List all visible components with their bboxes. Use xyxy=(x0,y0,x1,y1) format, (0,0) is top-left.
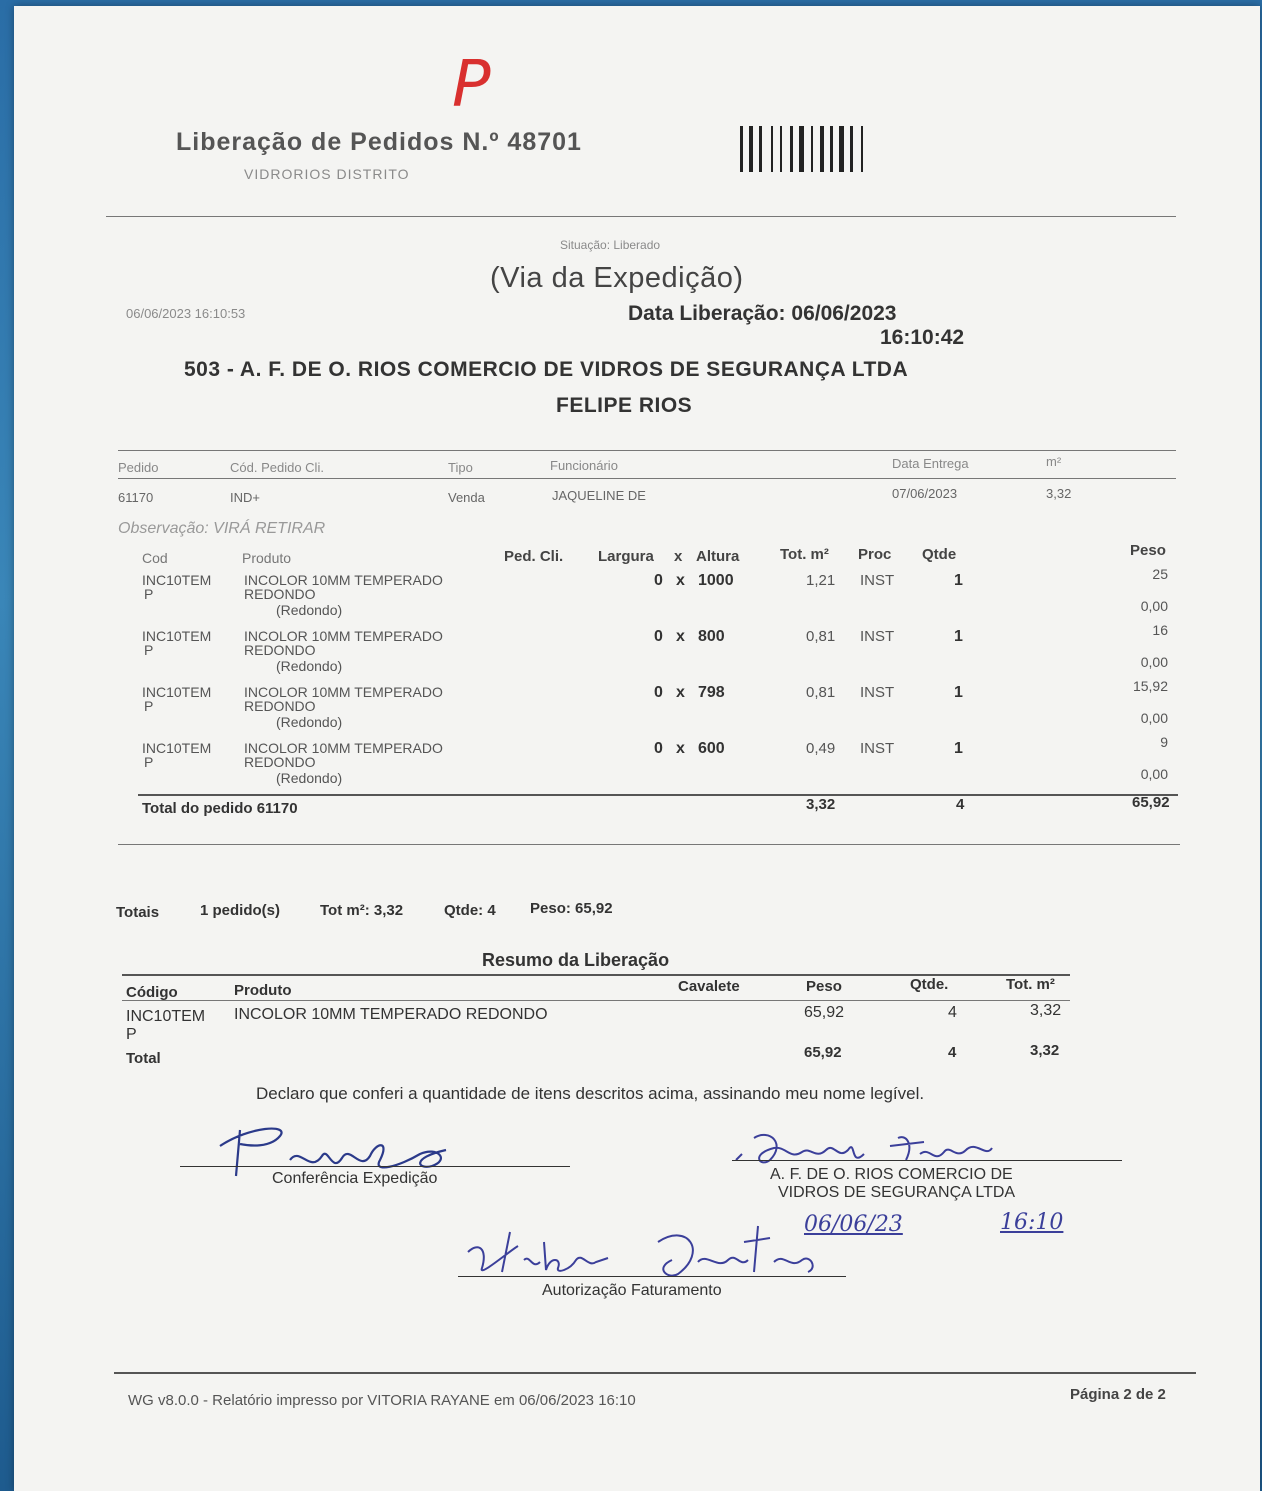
data-liberacao: Data Liberação: 06/06/2023 xyxy=(628,302,897,325)
resumo-header-line xyxy=(122,1000,1070,1001)
item-peso-2: 0,00 xyxy=(1140,710,1168,726)
item-peso-2: 0,00 xyxy=(1140,766,1168,782)
items-col-largura: Largura xyxy=(598,548,654,565)
items-col-produto: Produto xyxy=(242,550,292,566)
barcode-bar xyxy=(861,126,863,172)
items-end-line xyxy=(118,844,1180,845)
item-altura: 1000 xyxy=(698,572,734,589)
items-col-proc: Proc xyxy=(858,546,892,563)
footer-printed-by: WG v8.0.0 - Relatório impresso por VITORIA RAYANE em 06/06/2023 16:10 xyxy=(128,1392,636,1409)
barcode-bar xyxy=(749,126,753,172)
via-label: (Via da Expedição) xyxy=(490,262,744,294)
item-cod: INC10TEM xyxy=(142,572,212,588)
totais-label: Totais xyxy=(116,904,160,921)
item-peso-2: 0,00 xyxy=(1140,598,1168,614)
order-data-entrega: 07/06/2023 xyxy=(892,486,958,501)
resumo-total-label: Total xyxy=(126,1050,161,1067)
col-data-entrega: Data Entrega xyxy=(892,456,969,471)
item-largura: 0 xyxy=(654,684,663,701)
conferencia-signature xyxy=(210,1116,470,1178)
header-divider xyxy=(106,216,1176,217)
item-altura: 600 xyxy=(698,740,725,757)
item-produto-line2: REDONDO xyxy=(244,698,316,714)
document-page xyxy=(14,6,1260,1491)
handwritten-date: 06/06/23 xyxy=(804,1212,903,1237)
item-cod-cont: P xyxy=(144,698,154,714)
printed-datetime: 06/06/2023 16:10:53 xyxy=(126,306,246,321)
items-col-altura: Altura xyxy=(696,548,740,565)
items-total-line xyxy=(138,794,1178,796)
client-signature xyxy=(730,1124,1010,1170)
item-peso: 9 xyxy=(1160,734,1168,750)
resumo-total-qtde: 4 xyxy=(948,1044,957,1061)
barcode-bar xyxy=(839,126,844,172)
col-funcionario: Funcionário xyxy=(550,458,618,473)
footer-page-number: Página 2 de 2 xyxy=(1070,1386,1166,1403)
client-name: 503 - A. F. DE O. RIOS COMERCIO DE VIDROS DE SEGURANÇA LTDA xyxy=(184,358,909,381)
barcode-bar xyxy=(740,126,743,172)
resumo-col-qtde: Qtde. xyxy=(910,976,949,993)
item-produto-line2: REDONDO xyxy=(244,586,316,602)
totais-qtde: Qtde: 4 xyxy=(444,902,496,919)
item-cod: INC10TEM xyxy=(142,740,212,756)
resumo-title: Resumo da Liberação xyxy=(482,950,670,970)
item-produto: INCOLOR 10MM TEMPERADO xyxy=(244,684,443,700)
item-qtde: 1 xyxy=(954,684,963,701)
resumo-row-codigo-cont: P xyxy=(126,1026,137,1043)
item-produto: INCOLOR 10MM TEMPERADO xyxy=(244,572,443,588)
document-title: Liberação de Pedidos N.º 48701 xyxy=(176,128,582,156)
col-m2: m² xyxy=(1046,454,1062,469)
item-x: x xyxy=(676,572,685,589)
autorizacao-signature xyxy=(458,1212,838,1282)
order-cod-pedido-cli: IND+ xyxy=(230,490,260,505)
client-contact: FELIPE RIOS xyxy=(556,394,693,417)
resumo-col-produto: Produto xyxy=(234,982,292,999)
items-col-peso: Peso xyxy=(1130,542,1166,559)
item-tot-m2: 0,49 xyxy=(806,740,836,757)
barcode-bar xyxy=(799,126,804,172)
totais-m2: Tot m²: 3,32 xyxy=(320,902,404,919)
item-altura: 800 xyxy=(698,628,725,645)
item-tot-m2: 1,21 xyxy=(806,572,836,589)
item-cod-cont: P xyxy=(144,642,154,658)
barcode-bar xyxy=(790,126,793,172)
barcode-bar xyxy=(771,126,773,172)
footer-line xyxy=(114,1372,1196,1374)
item-altura: 798 xyxy=(698,684,725,701)
barcode-bar xyxy=(820,126,824,172)
order-top-line xyxy=(118,450,1176,451)
col-cod-pedido-cli: Cód. Pedido Cli. xyxy=(230,460,324,475)
client-line xyxy=(732,1160,1122,1161)
item-proc: INST xyxy=(860,572,895,589)
item-peso-2: 0,00 xyxy=(1140,654,1168,670)
order-header-line xyxy=(118,478,1176,479)
order-funcionario: JAQUELINE DE xyxy=(552,488,646,503)
item-largura: 0 xyxy=(654,740,663,757)
order-pedido: 61170 xyxy=(118,490,154,505)
resumo-total-peso: 65,92 xyxy=(804,1044,842,1061)
items-col-tot-m2: Tot. m² xyxy=(780,546,829,563)
company-subtitle: VIDRORIOS DISTRITO xyxy=(244,166,410,182)
resumo-row-tot-m2: 3,32 xyxy=(1030,1002,1062,1019)
item-cod-cont: P xyxy=(144,586,154,602)
item-cod-cont: P xyxy=(144,754,154,770)
order-tipo: Venda xyxy=(448,490,485,505)
resumo-row-peso: 65,92 xyxy=(804,1004,845,1021)
conferencia-line xyxy=(180,1166,570,1167)
declaration-text: Declaro que conferi a quantidade de itens descritos acima, assinando meu nome legível. xyxy=(256,1084,925,1103)
item-produto: INCOLOR 10MM TEMPERADO xyxy=(244,740,443,756)
totais-pedidos: 1 pedido(s) xyxy=(200,902,281,919)
barcode xyxy=(740,126,928,172)
item-produto-line3: (Redondo) xyxy=(276,658,343,674)
item-produto-line3: (Redondo) xyxy=(276,602,343,618)
items-col-x: x xyxy=(674,548,683,565)
col-pedido: Pedido xyxy=(118,460,159,475)
item-qtde: 1 xyxy=(954,740,963,757)
resumo-col-cavalete: Cavalete xyxy=(678,978,740,995)
resumo-col-tot-m2: Tot. m² xyxy=(1006,976,1055,993)
situacao-status: Situação: Liberado xyxy=(560,238,661,252)
resumo-row-codigo: INC10TEM xyxy=(126,1008,206,1025)
total-pedido-qtde: 4 xyxy=(956,796,965,813)
items-col-qtde: Qtde xyxy=(922,546,957,563)
items-col-ped-cli: Ped. Cli. xyxy=(504,548,564,565)
col-tipo: Tipo xyxy=(448,460,473,475)
item-x: x xyxy=(676,684,685,701)
conferencia-label: Conferência Expedição xyxy=(272,1170,438,1187)
total-pedido-label: Total do pedido 61170 xyxy=(142,800,298,817)
item-peso: 15,92 xyxy=(1132,678,1168,694)
item-largura: 0 xyxy=(654,572,663,589)
item-x: x xyxy=(676,628,685,645)
barcode-bar xyxy=(811,126,813,172)
resumo-col-codigo: Código xyxy=(126,984,178,1001)
item-tot-m2: 0,81 xyxy=(806,684,836,701)
item-qtde: 1 xyxy=(954,628,963,645)
item-produto-line2: REDONDO xyxy=(244,642,316,658)
item-cod: INC10TEM xyxy=(142,684,212,700)
item-qtde: 1 xyxy=(954,572,963,589)
resumo-row-qtde: 4 xyxy=(948,1004,957,1021)
total-pedido-peso: 65,92 xyxy=(1132,794,1170,811)
item-largura: 0 xyxy=(654,628,663,645)
item-proc: INST xyxy=(860,628,895,645)
item-produto-line3: (Redondo) xyxy=(276,714,343,730)
totais-peso: Peso: 65,92 xyxy=(530,900,613,917)
item-peso: 25 xyxy=(1152,566,1168,582)
observacao: Observação: VIRÁ RETIRAR xyxy=(118,520,326,537)
handwritten-time: 16:10 xyxy=(1000,1210,1064,1235)
order-m2: 3,32 xyxy=(1046,486,1072,501)
resumo-row-produto: INCOLOR 10MM TEMPERADO REDONDO xyxy=(234,1006,548,1023)
barcode-bar xyxy=(830,126,833,172)
item-produto-line2: REDONDO xyxy=(244,754,316,770)
item-cod: INC10TEM xyxy=(142,628,212,644)
item-tot-m2: 0,81 xyxy=(806,628,836,645)
resumo-col-peso: Peso xyxy=(806,978,842,995)
total-pedido-m2: 3,32 xyxy=(806,796,836,813)
item-x: x xyxy=(676,740,685,757)
item-proc: INST xyxy=(860,684,895,701)
resumo-total-tot-m2: 3,32 xyxy=(1030,1042,1060,1059)
autorizacao-line xyxy=(458,1276,846,1277)
barcode-bar xyxy=(850,126,853,172)
item-peso: 16 xyxy=(1152,622,1168,638)
item-proc: INST xyxy=(860,740,895,757)
barcode-bar xyxy=(780,126,782,172)
autorizacao-label: Autorização Faturamento xyxy=(542,1282,722,1299)
data-liberacao-time: 16:10:42 xyxy=(880,326,965,349)
client-label-1: A. F. DE O. RIOS COMERCIO DE xyxy=(770,1166,1013,1183)
item-produto-line3: (Redondo) xyxy=(276,770,343,786)
barcode-bar xyxy=(759,126,762,172)
items-col-cod: Cod xyxy=(142,550,168,566)
handwritten-p-mark: P xyxy=(452,48,491,122)
client-label-2: VIDROS DE SEGURANÇA LTDA xyxy=(778,1184,1016,1201)
item-produto: INCOLOR 10MM TEMPERADO xyxy=(244,628,443,644)
